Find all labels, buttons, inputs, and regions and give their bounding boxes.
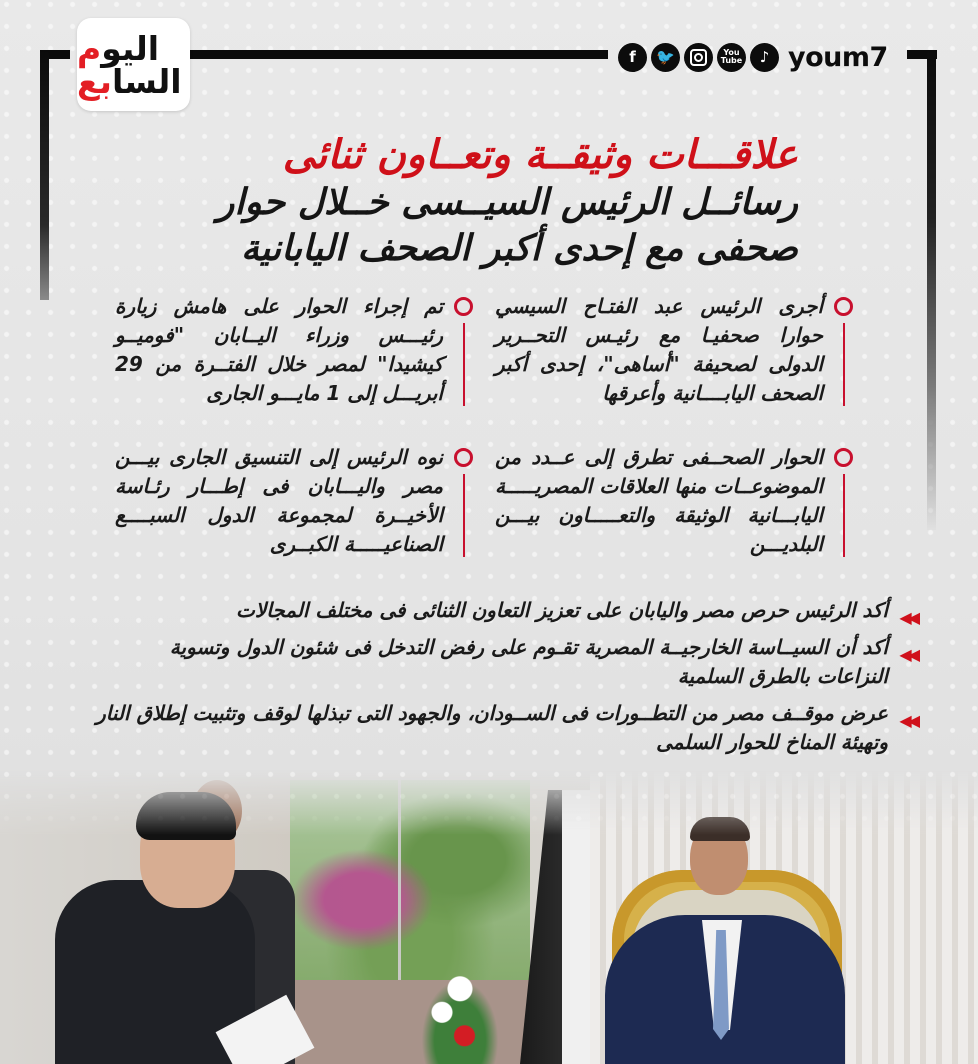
key-points-list [96, 596, 916, 765]
info-card-interview [495, 292, 855, 408]
meeting-photo [0, 770, 978, 1064]
info-card-text: الحوار الصحــفى تطرق إلى عــدد من الموضوعــات منها العلاقات المصريـــــة اليابـــانية الوثيقة والتعـــــاون بيـــن البلديـــن [495, 445, 823, 556]
key-point-text: عرض موقــف مصر من التطــورات فى الســودان، والجهود التى تبذلها لوقف وتثبيت إطلاق النار وتهيئة المناخ للحوار السلمى [96, 701, 888, 754]
headline [158, 130, 798, 272]
info-card-text: أجرى الرئيس عبد الفتـاح السيسي حوارا صحفيـا مع رئيـس التحــرير الدولى لصحيفة "أساهى"، إحدى أكبر الصحف اليابــــانية وأعرقها [495, 294, 823, 405]
headline-subtitle-line-2: صحفى مع إحدى أكبر الصحف اليابانية [241, 228, 798, 269]
photo-window-plants [290, 780, 530, 980]
frame-right-line [927, 50, 936, 530]
info-card-topics [495, 443, 855, 559]
bullet-stem-line [463, 474, 465, 557]
circle-bullet-icon [454, 448, 473, 467]
headline-subtitle-line-1: رسائــل الرئيس السيــسى خــلال حوار [216, 182, 798, 223]
bullet-stem-line [843, 323, 845, 406]
info-card-visit [115, 292, 475, 408]
facebook-icon[interactable]: f [618, 43, 647, 72]
logo-bottom-word: السابع [77, 61, 182, 101]
circle-bullet-icon [454, 297, 473, 316]
youtube-icon[interactable]: You Tube [717, 43, 746, 72]
info-card-g7 [115, 443, 475, 559]
twitter-icon[interactable]: 🐦 [651, 43, 680, 72]
tiktok-icon[interactable]: ♪ [750, 43, 779, 72]
circle-bullet-icon [834, 297, 853, 316]
youm7-logo[interactable] [77, 18, 190, 111]
headline-title: علاقـــات وثيقــة وتعــاون ثنائى [282, 132, 798, 178]
logo-top-word: اليوم [77, 28, 160, 68]
photo-president-hair [690, 817, 750, 841]
photo-window-frame [398, 780, 401, 980]
info-card-text: تم إجراء الحوار على هامش زيارة رئيـــس وزراء اليــابان "فوميــو كيشيدا" لمصر خلال الفتــرة من 29 أبريـــل إلى 1 مايـــو الجارى [115, 294, 443, 405]
key-point [96, 596, 916, 625]
double-arrow-icon: ◀◀ [899, 711, 916, 730]
info-card-text: نوه الرئيس إلى التنسيق الجارى بيـــن مصر واليـــابان فى إطـــار رئـاسة الأخيــرة لمجموعة الدول السبــــع الصناعيـــــة الكبــرى [115, 445, 443, 556]
key-point-text: أكد الرئيس حرص مصر واليابان على تعزيز التعاون الثنائى فى مختلف المجالات [236, 598, 888, 622]
instagram-icon[interactable] [684, 43, 713, 72]
frame-left-line [40, 50, 49, 300]
social-bar [612, 37, 888, 77]
key-point [96, 633, 916, 691]
bullet-stem-line [843, 474, 845, 557]
bullet-stem-line [463, 323, 465, 406]
double-arrow-icon: ◀◀ [899, 645, 916, 664]
key-point [96, 699, 916, 757]
photo-flower-arrangement [415, 970, 505, 1064]
double-arrow-icon: ◀◀ [899, 608, 916, 627]
circle-bullet-icon [834, 448, 853, 467]
photo-journalist-hair [136, 792, 236, 840]
site-name[interactable]: youm7 [788, 41, 888, 73]
key-point-text: أكد أن السيــاسة الخارجيــة المصرية تقـوم على رفض التدخل فى شئون الدول وتسوية النزاعات بالطرق السلمية [169, 635, 888, 688]
